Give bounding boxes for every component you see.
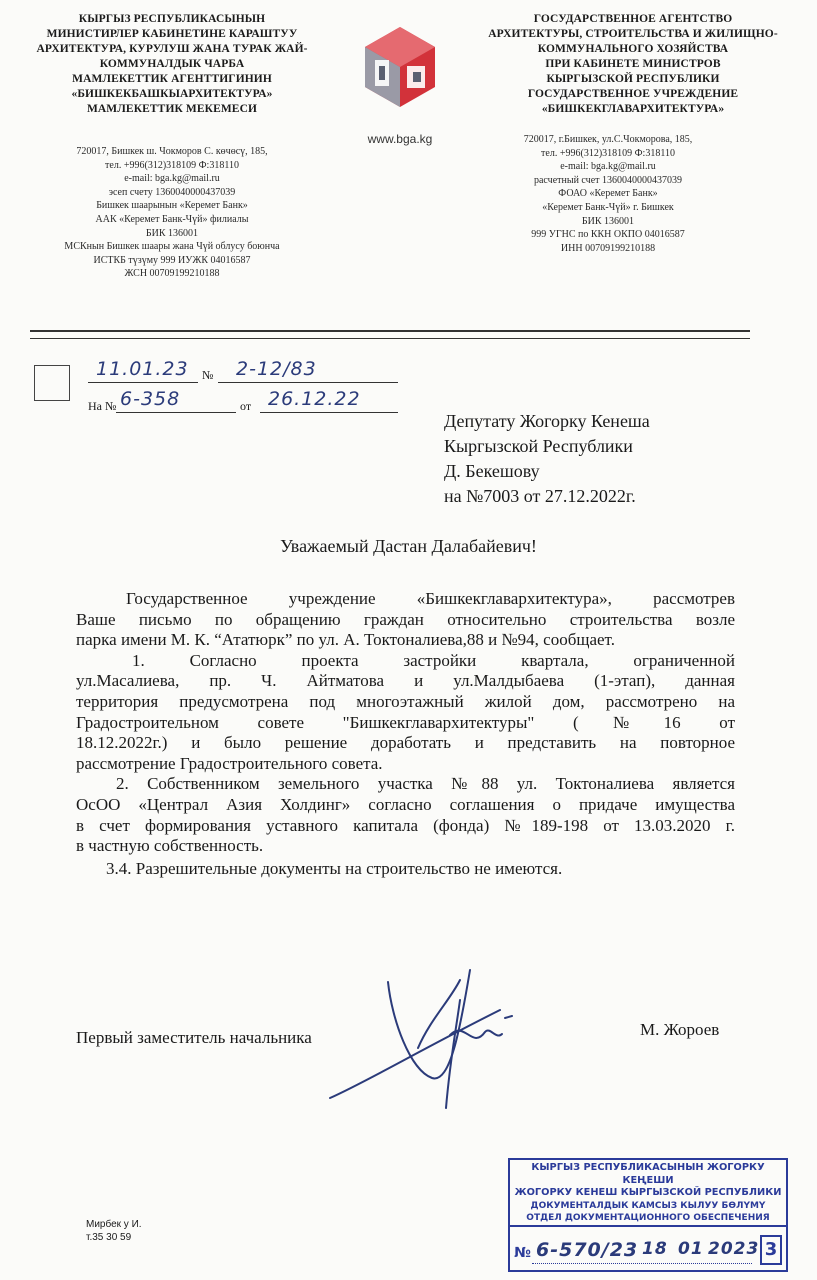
outgoing-number: 2-12/83 xyxy=(236,358,317,380)
stamp-header xyxy=(510,1160,786,1227)
addressee-block xyxy=(444,409,650,509)
right-title-line: ГОСУДАРСТВЕННОЕ УЧРЕЖДЕНИЕ xyxy=(527,88,739,100)
stamp-year: 2023 xyxy=(708,1238,760,1259)
right-detail-line: «Керемет Банк-Чүй» г. Бишкек xyxy=(542,201,674,213)
stamp-day: 18 xyxy=(642,1238,668,1259)
stamp-page-count: 3 xyxy=(760,1235,782,1265)
right-details xyxy=(468,133,748,255)
in-reply-date-line xyxy=(260,412,398,413)
body-line: в частную собственность. xyxy=(76,836,264,856)
left-title xyxy=(22,12,322,117)
website-link[interactable]: www.bga.kg xyxy=(367,132,433,146)
in-reply-label: На № xyxy=(88,399,117,413)
addressee-line: Д. Бекешову xyxy=(444,461,540,481)
signatory-position: Первый заместитель начальника xyxy=(76,1028,312,1047)
body-line: Ваше письмо по обращению граждан относительно строительства возле xyxy=(76,609,735,629)
right-title-line: АРХИТЕКТУРЫ, СТРОИТЕЛЬСТВА И ЖИЛИЩНО- xyxy=(488,28,778,40)
logo xyxy=(355,22,445,146)
right-detail-line: расчетный счет 1360040000437039 xyxy=(533,174,682,186)
addressee-line: Кыргызской Республики xyxy=(444,436,633,456)
left-title-line: МАМЛЕКЕТТИК МЕКЕМЕСИ xyxy=(86,103,258,115)
right-title-line: ПРИ КАБИНЕТЕ МИНИСТРОВ xyxy=(545,58,721,70)
right-detail-line: ФОАО «Керемет Банк» xyxy=(558,188,658,200)
body-line: 3.4. Разрешительные документы на строительство не имеются. xyxy=(106,858,563,878)
body-line: ул.Масалиева, пр. Ч. Айтматова и ул.Малдыбаева (1-этап), данная xyxy=(76,671,735,691)
stamp-underline xyxy=(532,1263,752,1264)
right-detail-line: e-mail: bga.kg@mail.ru xyxy=(560,161,656,173)
bga-logo-icon xyxy=(355,22,445,122)
left-title-line: КЫРГЫЗ РЕСПУБЛИКАСЫНЫН xyxy=(78,13,266,25)
addressee-line: Депутату Жогорку Кенеша xyxy=(444,411,650,431)
stamp-number: 6-570/23 xyxy=(536,1238,639,1261)
left-detail-line: эсеп счету 1360040000437039 xyxy=(108,186,236,198)
right-detail-line: 999 УГНС по ККН ОКПО 04016587 xyxy=(531,229,685,241)
right-title-line: ГОСУДАРСТВЕННОЕ АГЕНТСТВО xyxy=(533,13,733,25)
stamp-registration-row xyxy=(510,1227,786,1273)
right-letterhead xyxy=(468,12,798,255)
left-detail-line: БИК 136001 xyxy=(145,227,199,239)
right-title xyxy=(468,12,798,117)
body-line: 2. Собственником земельного участка №88 ул. Токтоналиева является xyxy=(116,774,735,794)
left-letterhead xyxy=(22,12,322,281)
right-title-line: КЫРГЫЗСКОЙ РЕСПУБЛИКИ xyxy=(546,73,720,85)
body-line: рассмотрение Градостроительного совета. xyxy=(76,753,383,773)
registration-box xyxy=(34,365,70,401)
outgoing-date-line xyxy=(88,382,198,383)
left-detail-line: ААК «Керемет Банк-Чүй» филиалы xyxy=(95,213,249,225)
left-detail-line: 720017, Бишкек ш. Чокморов С. көчөсү, 185, xyxy=(76,146,268,157)
stamp-month: 01 xyxy=(678,1238,704,1259)
body-line: в счет формирования уставного капитала (фонда) №189-198 от 13.03.2020 г. xyxy=(76,815,735,835)
letter-body xyxy=(76,589,735,879)
right-detail-line: БИК 136001 xyxy=(581,215,635,227)
body-line: ОсОО «Централ Азия Холдинг» согласно соглашения о придаче имущества xyxy=(76,794,735,814)
in-reply-date: 26.12.22 xyxy=(268,388,361,410)
body-line: территория предусмотрена под многоэтажный жилой дом, рассмотрено на xyxy=(76,691,735,711)
left-title-line: КОММУНАЛДЫК ЧАРБА xyxy=(99,58,245,70)
executor-name: Мирбек у И. xyxy=(86,1219,142,1230)
left-detail-line: МСКнын Бишкек шаары жана Чүй облусу боюнча xyxy=(64,241,280,253)
left-title-line: МИНИСТИРЛЕР КАБИНЕТИНЕ КАРАШТУУ xyxy=(46,28,298,40)
right-title-line: КОММУНАЛЬНОГО ХОЗЯЙСТВА xyxy=(537,43,729,55)
right-title-line: «БИШКЕКГЛАВАРХИТЕКТУРА» xyxy=(541,103,725,115)
stamp-line: КЫРГЫЗ РЕСПУБЛИКАСЫНЫН ЖОГОРКУ КЕҢЕШИ xyxy=(531,1162,765,1186)
left-details xyxy=(22,145,322,281)
outgoing-number-line xyxy=(218,382,398,383)
in-reply-number-line xyxy=(116,412,236,413)
stamp-no-label: № xyxy=(514,1244,531,1261)
left-detail-line: ИСТКБ түзүму 999 ИУЖК 04016587 xyxy=(93,254,251,266)
stamp-line: ОТДЕЛ ДОКУМЕНТАЦИОННОГО ОБЕСПЕЧЕНИЯ xyxy=(526,1213,770,1223)
body-line: 1. Согласно проекта застройки квартала, ограниченной xyxy=(132,650,735,670)
stamp-line: ЖОГОРКУ КЕНЕШ КЫРГЫЗСКОЙ РЕСПУБЛИКИ xyxy=(514,1187,782,1198)
header-separator-thin xyxy=(30,338,750,339)
stamp-line: ДОКУМЕНТАЛДЫК КАМСЫЗ КЫЛУУ БӨЛҮМҮ xyxy=(530,1200,766,1211)
body-line: Градостроительном совете "Бишкекглавархитектуры" (№16 от xyxy=(76,712,735,732)
header-separator-thick xyxy=(30,330,750,332)
left-detail-line: e-mail: bga.kg@mail.ru xyxy=(124,173,220,185)
body-line: парка имени М. К. “Ататюрк” по ул. А. Токтоналиева,88 и №94, сообщает. xyxy=(76,630,615,650)
outgoing-no-label: № xyxy=(202,368,214,382)
from-label: от xyxy=(240,399,252,413)
body-line: 18.12.2022г.) и было решение доработать и представить на повторное xyxy=(76,733,735,753)
right-detail-line: ИНН 00709199210188 xyxy=(560,242,656,254)
right-detail-line: тел. +996(312)318109 Ф:318110 xyxy=(541,147,675,159)
left-title-line: МАМЛЕКЕТТИК АГЕНТТИГИНИН xyxy=(72,73,272,85)
left-detail-line: ЖСН 00709199210188 xyxy=(124,268,220,280)
signatory-name: М. Жороев xyxy=(640,1020,720,1039)
left-detail-line: тел. +996(312)318109 Ф:318110 xyxy=(105,159,239,171)
registration-stamp xyxy=(508,1158,788,1272)
addressee-line: на №7003 от 27.12.2022г. xyxy=(444,486,636,506)
left-title-line: «БИШКЕКБАШКЫАРХИТЕКТУРА» xyxy=(71,88,273,100)
outgoing-date: 11.01.23 xyxy=(96,358,189,380)
left-title-line: АРХИТЕКТУРА, КУРУЛУШ ЖАНА ТУРАК ЖАЙ- xyxy=(36,43,308,55)
body-line: Государственное учреждение «Бишкекглавархитектура», рассмотрев xyxy=(126,589,735,608)
salutation: Уважаемый Дастан Далабайевич! xyxy=(280,536,537,556)
executor-phone: т.35 30 59 xyxy=(86,1232,132,1243)
right-detail-line: 720017, г.Бишкек, ул.С.Чокморова, 185, xyxy=(523,134,693,145)
left-detail-line: Бишкек шаарынын «Керемет Банк» xyxy=(96,200,248,212)
handwritten-signature xyxy=(300,960,530,1110)
executor-info xyxy=(86,1218,142,1244)
in-reply-number: 6-358 xyxy=(120,388,181,410)
